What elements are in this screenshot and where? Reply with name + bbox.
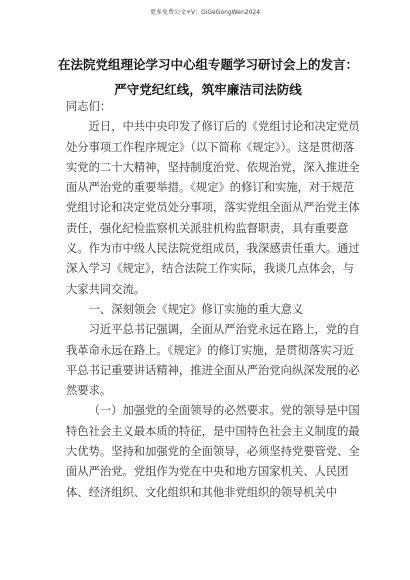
- document-title: 在法院党组理论学习中心组专题学习研讨会上的发言：严守党纪红线，筑牢廉洁司法防线: [58, 57, 359, 97]
- section-paragraph: 习近平总书记强调，全面从严治党永远在路上，党的自我革命永远在路上。《规定》的修订实施，是贯彻落实习近平总书记重要讲话精神，推进全面从严治党向纵深发展的必然要求。: [66, 323, 360, 398]
- header-watermark: 更多免费公文+V：GiGeGongWen2024: [149, 9, 261, 16]
- document-body: [66, 97, 364, 503]
- section-heading: 一、深刻领会《规定》修订实施的重大意义: [88, 302, 304, 316]
- subsection-paragraph: （一）加强党的全面领导的必然要求。党的领导是中国特色社会主义最本质的特征，是中国特色社会主义制度的最大优势。坚持和加强党的全面领导，必须坚持党要管党、全面从严治党。党组作为党在中央和地方国家机关、人民团体、经济组织、文化组织和其他非党组织的领导机关中: [66, 404, 360, 499]
- salutation: 同志们：: [66, 100, 112, 113]
- intro-paragraph: 近日，中共中央印发了修订后的《党组讨论和决定党员处分事项工作程序规定》（以下简称《规定》）。这是贯彻落实党的二十大精神，坚持制度治党、依规治党，深入推进全面从严治党的重要举措。《规定》的修订和实施，对于规范党组讨论和决定党员处分事项，落实党组全面从严治党主体责任，强化纪检监察机关派驻机构监督职责，具有重要意义。作为市中级人民法院党组成员，我深感责任重大。通过深入学习《规定》，结合法院工作实际，我谈几点体会，与大家共同交流。: [66, 120, 360, 296]
